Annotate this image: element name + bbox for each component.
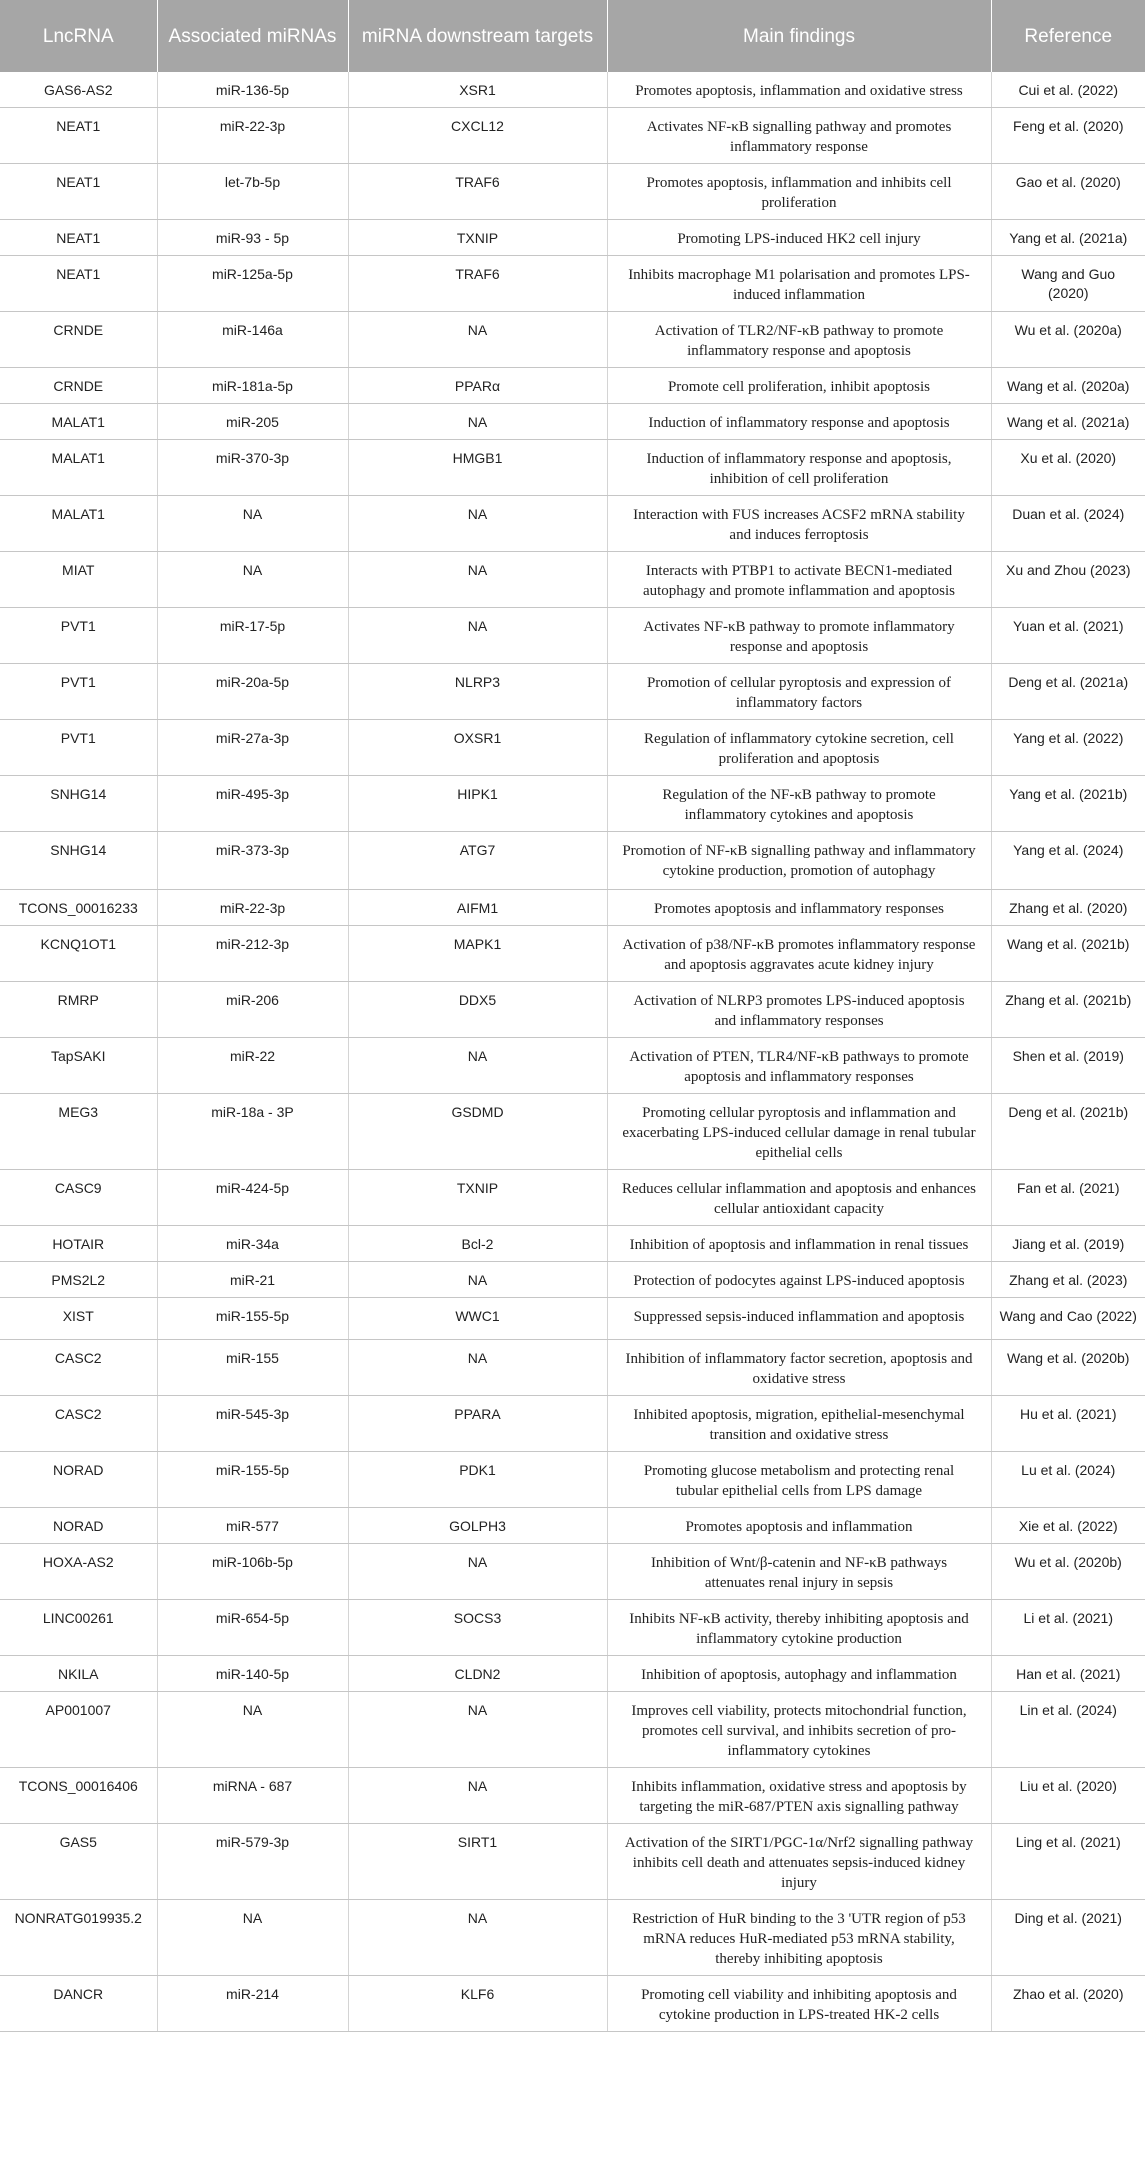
cell-target: WWC1 [348,1298,607,1340]
cell-mirna: miR-155-5p [157,1298,348,1340]
cell-mirna: let-7b-5p [157,164,348,220]
cell-lncrna: GAS5 [0,1824,157,1900]
cell-lncrna: MALAT1 [0,440,157,496]
cell-mirna: miR-93 - 5p [157,220,348,256]
cell-reference: Jiang et al. (2019) [991,1226,1145,1262]
table-row [0,220,1145,256]
cell-reference: Xie et al. (2022) [991,1508,1145,1544]
cell-lncrna: PVT1 [0,720,157,776]
cell-reference: Hu et al. (2021) [991,1396,1145,1452]
cell-finding: Restriction of HuR binding to the 3 'UTR region of p53 mRNA reduces HuR-mediated p53 mRNA stability, thereby inhibiting apoptosis [607,1900,991,1976]
cell-mirna: miR-577 [157,1508,348,1544]
cell-lncrna: PVT1 [0,664,157,720]
cell-finding: Promoting cell viability and inhibiting apoptosis and cytokine production in LPS-treated HK-2 cells [607,1976,991,2032]
cell-target: SIRT1 [348,1824,607,1900]
cell-mirna: NA [157,496,348,552]
cell-reference: Wang et al. (2020b) [991,1340,1145,1396]
table-row [0,1170,1145,1226]
cell-finding: Protection of podocytes against LPS-induced apoptosis [607,1262,991,1298]
table-row [0,164,1145,220]
cell-finding: Promotes apoptosis and inflammatory responses [607,890,991,926]
cell-lncrna: CASC9 [0,1170,157,1226]
cell-target: ATG7 [348,832,607,890]
cell-mirna: miR-181a-5p [157,368,348,404]
cell-lncrna: GAS6-AS2 [0,72,157,108]
cell-target: NA [348,552,607,608]
cell-lncrna: NORAD [0,1508,157,1544]
cell-mirna: miR-155 [157,1340,348,1396]
table-body [0,72,1145,2032]
cell-target: TRAF6 [348,256,607,312]
cell-lncrna: LINC00261 [0,1600,157,1656]
cell-lncrna: TCONS_00016233 [0,890,157,926]
cell-lncrna: PMS2L2 [0,1262,157,1298]
cell-finding: Activates NF-κB pathway to promote inflammatory response and apoptosis [607,608,991,664]
cell-mirna: miR-206 [157,982,348,1038]
cell-reference: Zhang et al. (2023) [991,1262,1145,1298]
cell-reference: Wang et al. (2021a) [991,404,1145,440]
cell-finding: Promote cell proliferation, inhibit apoptosis [607,368,991,404]
table-row [0,926,1145,982]
table-row [0,1692,1145,1768]
table-row [0,1768,1145,1824]
cell-finding: Activation of p38/NF-κB promotes inflammatory response and apoptosis aggravates acute kidney injury [607,926,991,982]
table-row [0,1976,1145,2032]
cell-reference: Yang et al. (2021a) [991,220,1145,256]
header-main-findings: Main findings [607,0,991,72]
cell-target: NA [348,1262,607,1298]
cell-mirna: miR-22-3p [157,890,348,926]
cell-mirna: miR-136-5p [157,72,348,108]
cell-reference: Duan et al. (2024) [991,496,1145,552]
cell-lncrna: NONRATG019935.2 [0,1900,157,1976]
table-row [0,1452,1145,1508]
table-row [0,1900,1145,1976]
cell-target: PPARα [348,368,607,404]
cell-reference: Wu et al. (2020a) [991,312,1145,368]
cell-mirna: miR-205 [157,404,348,440]
cell-mirna: miR-17-5p [157,608,348,664]
table-row [0,1600,1145,1656]
cell-finding: Promotes apoptosis and inflammation [607,1508,991,1544]
cell-finding: Regulation of inflammatory cytokine secretion, cell proliferation and apoptosis [607,720,991,776]
cell-finding: Promoting cellular pyroptosis and inflammation and exacerbating LPS-induced cellular damage in renal tubular epithelial cells [607,1094,991,1170]
cell-mirna: miR-212-3p [157,926,348,982]
cell-target: NA [348,1544,607,1600]
cell-lncrna: DANCR [0,1976,157,2032]
table-row [0,1544,1145,1600]
cell-finding: Inhibits macrophage M1 polarisation and promotes LPS-induced inflammation [607,256,991,312]
cell-reference: Cui et al. (2022) [991,72,1145,108]
cell-target: GSDMD [348,1094,607,1170]
cell-mirna: miR-34a [157,1226,348,1262]
cell-lncrna: NEAT1 [0,164,157,220]
cell-finding: Activation of PTEN, TLR4/NF-κB pathways to promote apoptosis and inflammatory responses [607,1038,991,1094]
table-row [0,1298,1145,1340]
cell-reference: Xu and Zhou (2023) [991,552,1145,608]
table-row [0,496,1145,552]
cell-reference: Lu et al. (2024) [991,1452,1145,1508]
cell-mirna: miRNA - 687 [157,1768,348,1824]
cell-finding: Activation of NLRP3 promotes LPS-induced apoptosis and inflammatory responses [607,982,991,1038]
table-row [0,72,1145,108]
cell-lncrna: HOXA-AS2 [0,1544,157,1600]
cell-lncrna: XIST [0,1298,157,1340]
cell-finding: Regulation of the NF-κB pathway to promote inflammatory cytokines and apoptosis [607,776,991,832]
cell-reference: Gao et al. (2020) [991,164,1145,220]
cell-reference: Deng et al. (2021a) [991,664,1145,720]
cell-finding: Activation of the SIRT1/PGC-1α/Nrf2 signalling pathway inhibits cell death and attenuates sepsis-induced kidney injury [607,1824,991,1900]
cell-lncrna: MIAT [0,552,157,608]
cell-lncrna: NEAT1 [0,220,157,256]
cell-reference: Fan et al. (2021) [991,1170,1145,1226]
cell-finding: Reduces cellular inflammation and apoptosis and enhances cellular antioxidant capacity [607,1170,991,1226]
cell-lncrna: TCONS_00016406 [0,1768,157,1824]
cell-target: NA [348,404,607,440]
cell-finding: Inhibition of Wnt/β-catenin and NF-κB pathways attenuates renal injury in sepsis [607,1544,991,1600]
cell-reference: Yuan et al. (2021) [991,608,1145,664]
cell-finding: Induction of inflammatory response and apoptosis [607,404,991,440]
cell-target: TRAF6 [348,164,607,220]
cell-reference: Deng et al. (2021b) [991,1094,1145,1170]
cell-target: CLDN2 [348,1656,607,1692]
cell-mirna: miR-214 [157,1976,348,2032]
cell-target: CXCL12 [348,108,607,164]
cell-mirna: miR-495-3p [157,776,348,832]
cell-target: MAPK1 [348,926,607,982]
cell-reference: Wang and Cao (2022) [991,1298,1145,1340]
table-row [0,368,1145,404]
cell-lncrna: KCNQ1OT1 [0,926,157,982]
cell-lncrna: PVT1 [0,608,157,664]
cell-mirna: miR-27a-3p [157,720,348,776]
cell-mirna: miR-545-3p [157,1396,348,1452]
table-row [0,982,1145,1038]
cell-reference: Ding et al. (2021) [991,1900,1145,1976]
table-row [0,552,1145,608]
cell-mirna: miR-654-5p [157,1600,348,1656]
cell-target: SOCS3 [348,1600,607,1656]
cell-finding: Interacts with PTBP1 to activate BECN1-mediated autophagy and promote inflammation and apoptosis [607,552,991,608]
cell-finding: Improves cell viability, protects mitochondrial function, promotes cell survival, and inhibits secretion of pro-inflammatory cytokines [607,1692,991,1768]
cell-finding: Promotes apoptosis, inflammation and inhibits cell proliferation [607,164,991,220]
table-row [0,256,1145,312]
cell-target: HIPK1 [348,776,607,832]
cell-lncrna: NEAT1 [0,256,157,312]
cell-target: NA [348,312,607,368]
cell-reference: Zhang et al. (2020) [991,890,1145,926]
cell-mirna: miR-21 [157,1262,348,1298]
cell-target: TXNIP [348,220,607,256]
cell-reference: Lin et al. (2024) [991,1692,1145,1768]
cell-finding: Suppressed sepsis-induced inflammation and apoptosis [607,1298,991,1340]
cell-lncrna: CASC2 [0,1340,157,1396]
cell-target: XSR1 [348,72,607,108]
cell-target: KLF6 [348,1976,607,2032]
cell-lncrna: MALAT1 [0,404,157,440]
cell-target: HMGB1 [348,440,607,496]
cell-target: NLRP3 [348,664,607,720]
table-row [0,404,1145,440]
cell-lncrna: CRNDE [0,368,157,404]
cell-target: NA [348,1768,607,1824]
cell-reference: Wang and Guo (2020) [991,256,1145,312]
cell-target: NA [348,1340,607,1396]
cell-target: AIFM1 [348,890,607,926]
cell-target: NA [348,1692,607,1768]
cell-finding: Activation of TLR2/NF-κB pathway to promote inflammatory response and apoptosis [607,312,991,368]
cell-finding: Promotes apoptosis, inflammation and oxidative stress [607,72,991,108]
cell-target: OXSR1 [348,720,607,776]
cell-mirna: miR-579-3p [157,1824,348,1900]
cell-finding: Inhibition of apoptosis and inflammation in renal tissues [607,1226,991,1262]
cell-reference: Yang et al. (2024) [991,832,1145,890]
cell-finding: Inhibited apoptosis, migration, epithelial-mesenchymal transition and oxidative stress [607,1396,991,1452]
cell-target: Bcl-2 [348,1226,607,1262]
header-reference: Reference [991,0,1145,72]
cell-target: PPARA [348,1396,607,1452]
cell-lncrna: RMRP [0,982,157,1038]
cell-finding: Promoting LPS-induced HK2 cell injury [607,220,991,256]
cell-target: PDK1 [348,1452,607,1508]
cell-reference: Li et al. (2021) [991,1600,1145,1656]
cell-reference: Zhao et al. (2020) [991,1976,1145,2032]
cell-mirna: miR-424-5p [157,1170,348,1226]
cell-lncrna: HOTAIR [0,1226,157,1262]
cell-lncrna: CRNDE [0,312,157,368]
table-row [0,1824,1145,1900]
cell-finding: Interaction with FUS increases ACSF2 mRNA stability and induces ferroptosis [607,496,991,552]
cell-mirna: miR-22 [157,1038,348,1094]
table-row [0,608,1145,664]
cell-target: NA [348,1900,607,1976]
cell-lncrna: NKILA [0,1656,157,1692]
cell-target: NA [348,1038,607,1094]
cell-lncrna: MALAT1 [0,496,157,552]
cell-finding: Inhibition of apoptosis, autophagy and inflammation [607,1656,991,1692]
cell-finding: Inhibits inflammation, oxidative stress and apoptosis by targeting the miR-687/PTEN axis signalling pathway [607,1768,991,1824]
table-row [0,1226,1145,1262]
cell-finding: Activates NF-κB signalling pathway and promotes inflammatory response [607,108,991,164]
cell-reference: Wang et al. (2020a) [991,368,1145,404]
table-row [0,108,1145,164]
table-row [0,1340,1145,1396]
cell-mirna: miR-20a-5p [157,664,348,720]
cell-reference: Zhang et al. (2021b) [991,982,1145,1038]
cell-mirna: miR-106b-5p [157,1544,348,1600]
cell-finding: Promotion of cellular pyroptosis and expression of inflammatory factors [607,664,991,720]
cell-lncrna: TapSAKI [0,1038,157,1094]
cell-lncrna: NEAT1 [0,108,157,164]
table-row [0,1094,1145,1170]
table-row [0,440,1145,496]
cell-target: TXNIP [348,1170,607,1226]
cell-finding: Inhibits NF-κB activity, thereby inhibiting apoptosis and inflammatory cytokine production [607,1600,991,1656]
table-header [0,0,1145,72]
cell-reference: Wang et al. (2021b) [991,926,1145,982]
cell-lncrna: AP001007 [0,1692,157,1768]
cell-target: NA [348,496,607,552]
cell-reference: Han et al. (2021) [991,1656,1145,1692]
cell-mirna: miR-18a - 3P [157,1094,348,1170]
cell-mirna: miR-140-5p [157,1656,348,1692]
cell-reference: Ling et al. (2021) [991,1824,1145,1900]
cell-finding: Promoting glucose metabolism and protecting renal tubular epithelial cells from LPS damage [607,1452,991,1508]
cell-reference: Yang et al. (2022) [991,720,1145,776]
cell-target: GOLPH3 [348,1508,607,1544]
cell-lncrna: NORAD [0,1452,157,1508]
cell-finding: Induction of inflammatory response and apoptosis, inhibition of cell proliferation [607,440,991,496]
table-row [0,890,1145,926]
cell-finding: Promotion of NF-κB signalling pathway and inflammatory cytokine production, promotion of autophagy [607,832,991,890]
cell-mirna: miR-146a [157,312,348,368]
cell-mirna: NA [157,1692,348,1768]
cell-reference: Shen et al. (2019) [991,1038,1145,1094]
cell-mirna: miR-22-3p [157,108,348,164]
cell-target: NA [348,608,607,664]
cell-mirna: NA [157,552,348,608]
table-row [0,1508,1145,1544]
table-row [0,832,1145,890]
header-row [0,0,1145,72]
header-associated-mirnas: Associated miRNAs [157,0,348,72]
cell-mirna: miR-125a-5p [157,256,348,312]
table-row [0,1262,1145,1298]
cell-reference: Xu et al. (2020) [991,440,1145,496]
cell-reference: Wu et al. (2020b) [991,1544,1145,1600]
cell-target: DDX5 [348,982,607,1038]
cell-mirna: miR-370-3p [157,440,348,496]
cell-lncrna: MEG3 [0,1094,157,1170]
table-row [0,720,1145,776]
table-row [0,1396,1145,1452]
cell-mirna: miR-373-3p [157,832,348,890]
header-mirna-downstream-targets: miRNA downstream targets [348,0,607,72]
table-row [0,312,1145,368]
cell-reference: Yang et al. (2021b) [991,776,1145,832]
table-row [0,1038,1145,1094]
cell-finding: Inhibition of inflammatory factor secretion, apoptosis and oxidative stress [607,1340,991,1396]
table-row [0,776,1145,832]
table-row [0,664,1145,720]
table-row [0,1656,1145,1692]
cell-mirna: miR-155-5p [157,1452,348,1508]
cell-reference: Feng et al. (2020) [991,108,1145,164]
header-lncrna: LncRNA [0,0,157,72]
cell-reference: Liu et al. (2020) [991,1768,1145,1824]
cell-mirna: NA [157,1900,348,1976]
cell-lncrna: SNHG14 [0,776,157,832]
cell-lncrna: CASC2 [0,1396,157,1452]
cell-lncrna: SNHG14 [0,832,157,890]
